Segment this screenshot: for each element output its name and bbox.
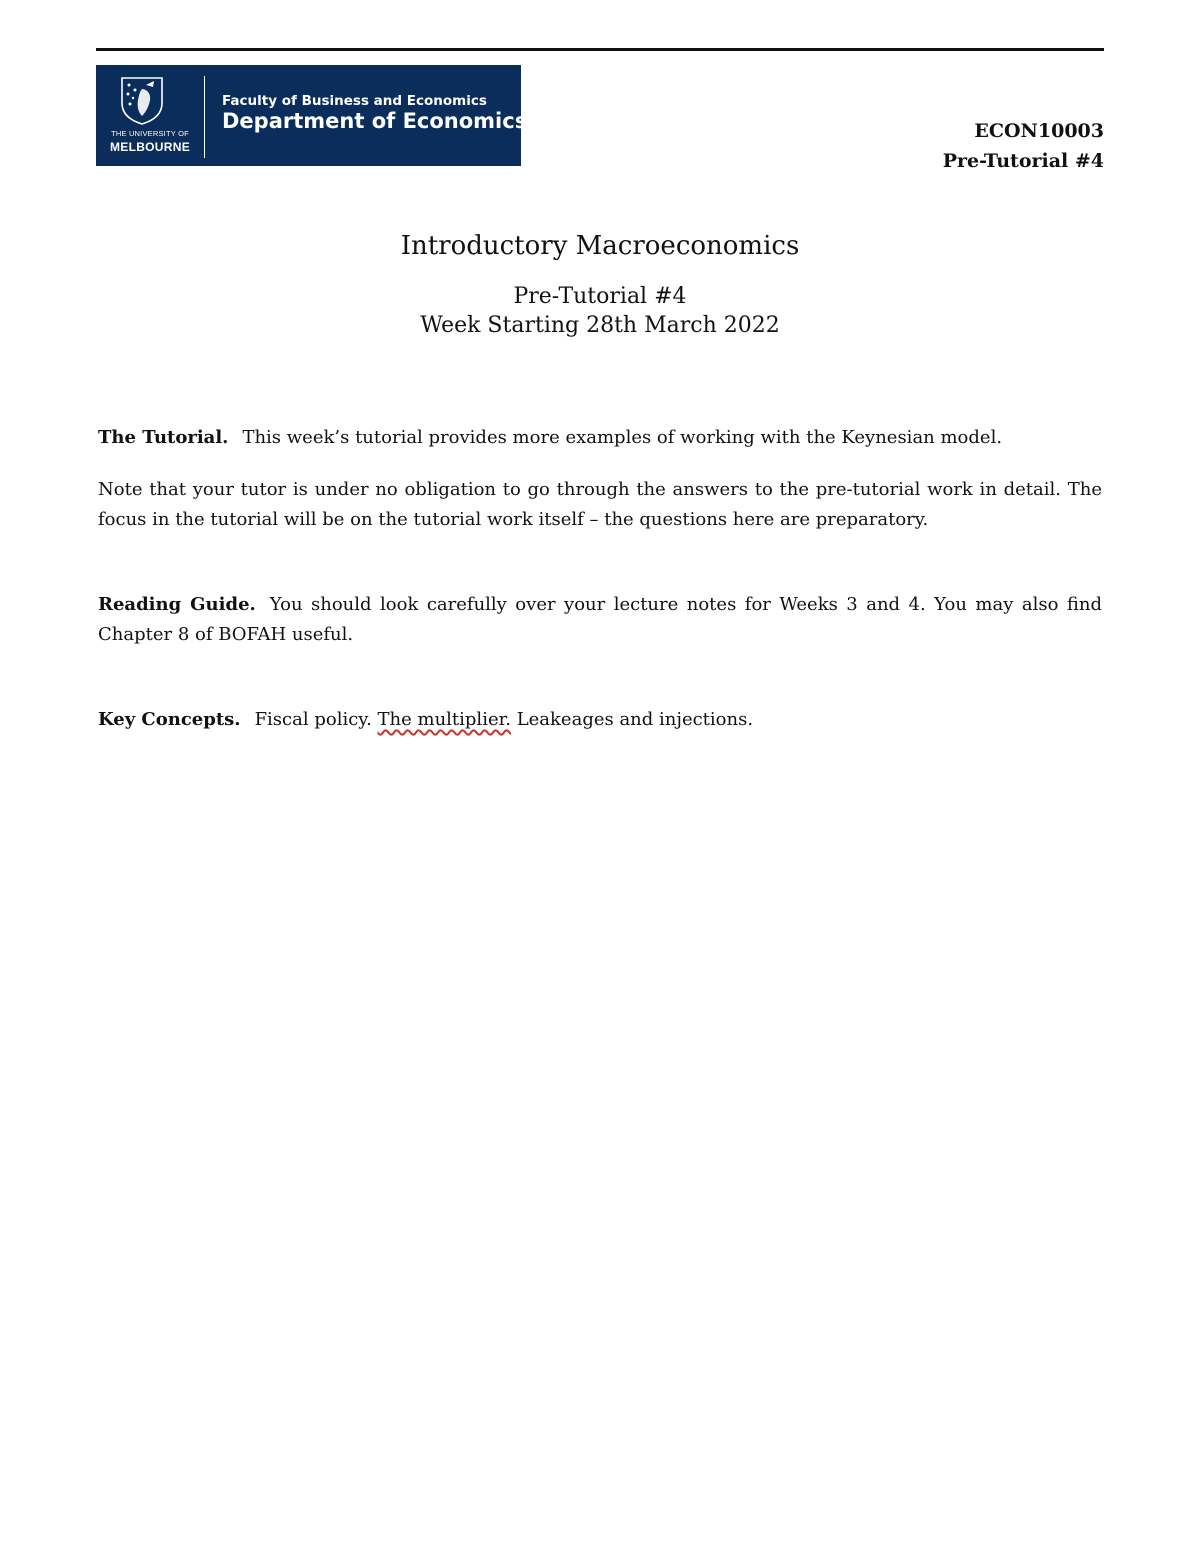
document-title: Introductory Macroeconomics xyxy=(400,231,800,261)
title-block xyxy=(0,228,1200,340)
university-line2: MELBOURNE xyxy=(109,139,191,154)
tutorial-section xyxy=(98,423,1102,453)
week-line: Week Starting 28th March 2022 xyxy=(420,313,780,338)
university-line1: THE UNIVERSITY OF xyxy=(111,129,189,138)
concepts-section xyxy=(98,705,1102,735)
course-subtitle: Pre-Tutorial #4 xyxy=(942,150,1104,172)
university-logo xyxy=(96,65,528,166)
university-wordmark xyxy=(104,130,196,153)
concepts-heading: Key Concepts. xyxy=(98,709,241,730)
concept-item-fiscal: Fiscal policy. xyxy=(254,709,372,730)
top-rule xyxy=(96,48,1104,51)
course-info xyxy=(943,116,1104,176)
reading-section xyxy=(98,590,1102,650)
concept-item-multiplier: The multiplier. xyxy=(377,709,511,730)
reading-heading: Reading Guide. xyxy=(98,594,256,615)
faculty-name: Faculty of Business and Economics xyxy=(222,93,487,109)
concept-item-leakages: Leakeages and injections. xyxy=(516,709,754,730)
tutorial-text: This week’s tutorial provides more examples of working with the Keynesian model. xyxy=(242,427,1003,448)
note-text: Note that your tutor is under no obligation to go through the answers to the pre-tutorial work in detail. The focus in the tutorial will be on the tutorial work itself – the questions here are preparatory. xyxy=(98,479,1102,530)
tutorial-heading: The Tutorial. xyxy=(98,427,229,448)
logo-divider xyxy=(204,76,205,158)
department-name: Department of Economics xyxy=(222,109,528,133)
crest-icon xyxy=(120,75,164,125)
reading-text: You should look carefully over your lecture notes for Weeks 3 and 4. You may also find Chapter 8 of BOFAH useful. xyxy=(98,594,1102,645)
document-subtitle: Pre-Tutorial #4 xyxy=(513,284,687,309)
course-code: ECON10003 xyxy=(974,120,1104,142)
note-paragraph xyxy=(98,475,1102,535)
